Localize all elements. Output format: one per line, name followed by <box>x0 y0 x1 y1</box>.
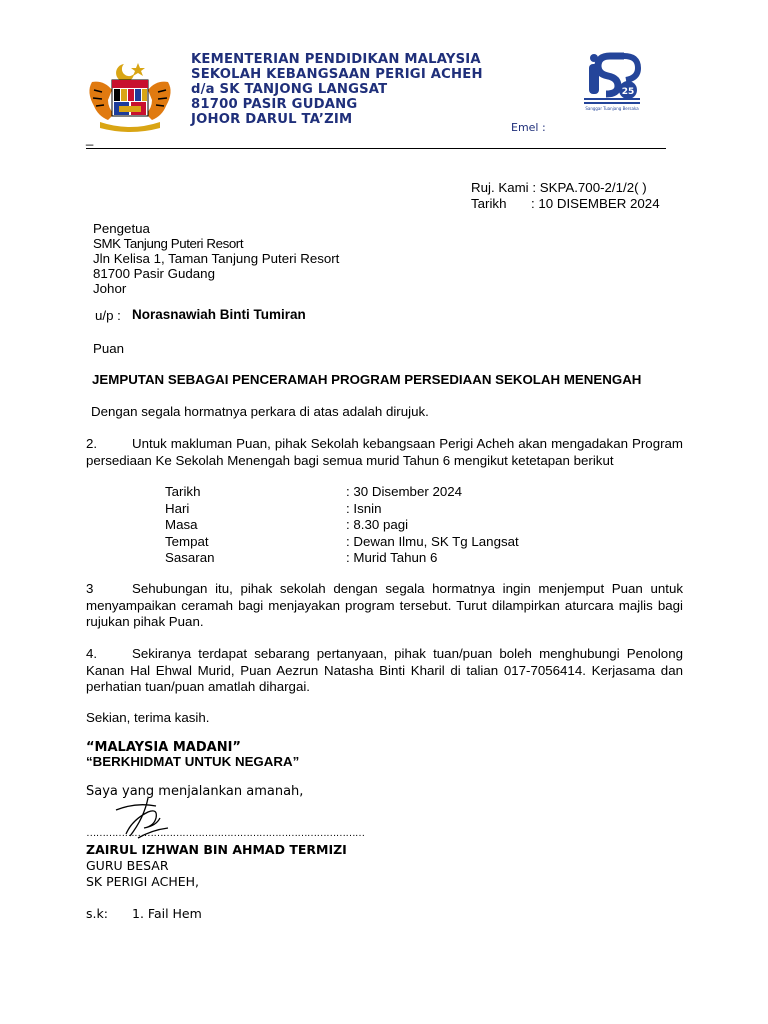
header-line-address1: d/a SK TANJONG LANGSAT <box>191 82 388 97</box>
paragraph-4 <box>86 646 683 696</box>
signer-school: SK PERIGI ACHEH, <box>86 874 199 889</box>
detail-row <box>165 550 519 567</box>
signer-title: GURU BESAR <box>86 858 169 873</box>
recipient-street: Jln Kelisa 1, Taman Tanjung Puteri Resort <box>93 251 340 266</box>
paragraph-2-text: Untuk makluman Puan, pihak Sekolah kebangsaan Perigi Acheh akan mengadakan Program persediaan Ke Sekolah Menengah bagi semua murid Tahun 6 mengikut ketetapan berikut <box>86 436 683 468</box>
detail-value: : Murid Tahun 6 <box>346 550 438 565</box>
detail-row <box>165 484 519 501</box>
cc-item: 1. Fail Hem <box>132 906 202 921</box>
recipient-postcode: 81700 Pasir Gudang <box>93 266 215 281</box>
recipient-state: Johor <box>93 281 127 296</box>
date-label: Tarikh <box>471 196 507 211</box>
recipient-title: Pengetua <box>93 221 150 236</box>
detail-label: Masa <box>165 517 198 532</box>
closing-line: Sekian, terima kasih. <box>86 710 210 725</box>
detail-row <box>165 501 519 518</box>
header-line-postcode: 81700 PASIR GUDANG <box>191 97 358 112</box>
header-line-state: JOHOR DARUL TA’ZIM <box>191 112 353 127</box>
signature-dots: …………………………………………………………………………… <box>86 827 365 839</box>
detail-row <box>165 534 519 551</box>
paragraph-4-text: Sekiranya terdapat sebarang pertanyaan, pihak tuan/puan boleh menghubungi Penolong Kanan Hal Ehwal Murid, Puan Aezrun Natasha Binti Kharil di talian 017-7056414. Kerjasama dan perhatian tuan/puan amatlah dihargai. <box>86 646 683 694</box>
detail-value: : Isnin <box>346 500 382 516</box>
header-line-ministry: KEMENTERIAN PENDIDIKAN MALAYSIA <box>191 52 481 67</box>
paragraph-3-text: Sehubungan itu, pihak sekolah dengan segala hormatnya ingin menjemput Puan untuk menyampaikan ceramah bagi menjayakan program tersebut. Turut dilampirkan aturcara majlis bagi rujukan pihak Puan. <box>86 581 683 629</box>
email-label: Emel : <box>511 121 546 134</box>
school-header <box>191 52 483 127</box>
paragraph-3-number: 3 <box>86 581 94 596</box>
date-value: : 10 DISEMBER 2024 <box>531 196 660 211</box>
header-dash: _ <box>86 131 94 146</box>
detail-row <box>165 517 519 534</box>
detail-label: Tarikh <box>165 484 201 499</box>
attention-name: Norasnawiah Binti Tumiran <box>132 307 306 322</box>
detail-value: : 8.30 pagi <box>346 517 409 532</box>
amanah-line: Saya yang menjalankan amanah, <box>86 784 304 799</box>
letter-subject: JEMPUTAN SEBAGAI PENCERAMAH PROGRAM PERSEDIAAN SEKOLAH MENENGAH <box>92 372 642 387</box>
paragraph-2 <box>86 436 683 469</box>
slogan-berkhidmat: “BERKHIDMAT UNTUK NEGARA” <box>86 754 300 769</box>
slogan-malaysia-madani: “MALAYSIA MADANI” <box>86 740 241 755</box>
detail-label: Tempat <box>165 533 209 549</box>
paragraph-2-number: 2. <box>86 436 98 451</box>
detail-value: : 30 Disember 2024 <box>346 484 463 499</box>
signer-name: ZAIRUL IZHWAN BIN AHMAD TERMIZI <box>86 842 347 857</box>
svg-text:Sanggar Tuanjang Bersaka: Sanggar Tuanjang Bersaka <box>585 106 639 111</box>
event-details-table <box>165 484 519 567</box>
paragraph-3 <box>86 581 683 631</box>
svg-text:25: 25 <box>621 87 635 97</box>
cc-label: s.k: <box>86 906 108 921</box>
school-emblem-logo <box>580 50 644 112</box>
header-divider <box>86 148 666 149</box>
attention-label: u/p : <box>95 308 121 323</box>
salutation: Puan <box>93 341 125 356</box>
header-line-school: SEKOLAH KEBANGSAAN PERIGI ACHEH <box>191 67 483 82</box>
recipient-school: SMK Tanjung Puteri Resort <box>93 236 244 251</box>
coat-of-arms-logo <box>86 60 174 132</box>
detail-label: Sasaran <box>165 550 215 565</box>
recipient-address <box>93 221 339 296</box>
opening-line: Dengan segala hormatnya perkara di atas adalah dirujuk. <box>91 404 429 419</box>
paragraph-4-number: 4. <box>86 646 98 661</box>
detail-label: Hari <box>165 500 190 516</box>
reference-number: Ruj. Kami : SKPA.700-2/1/2( ) <box>471 180 647 195</box>
detail-value: : Dewan Ilmu, SK Tg Langsat <box>346 533 519 549</box>
